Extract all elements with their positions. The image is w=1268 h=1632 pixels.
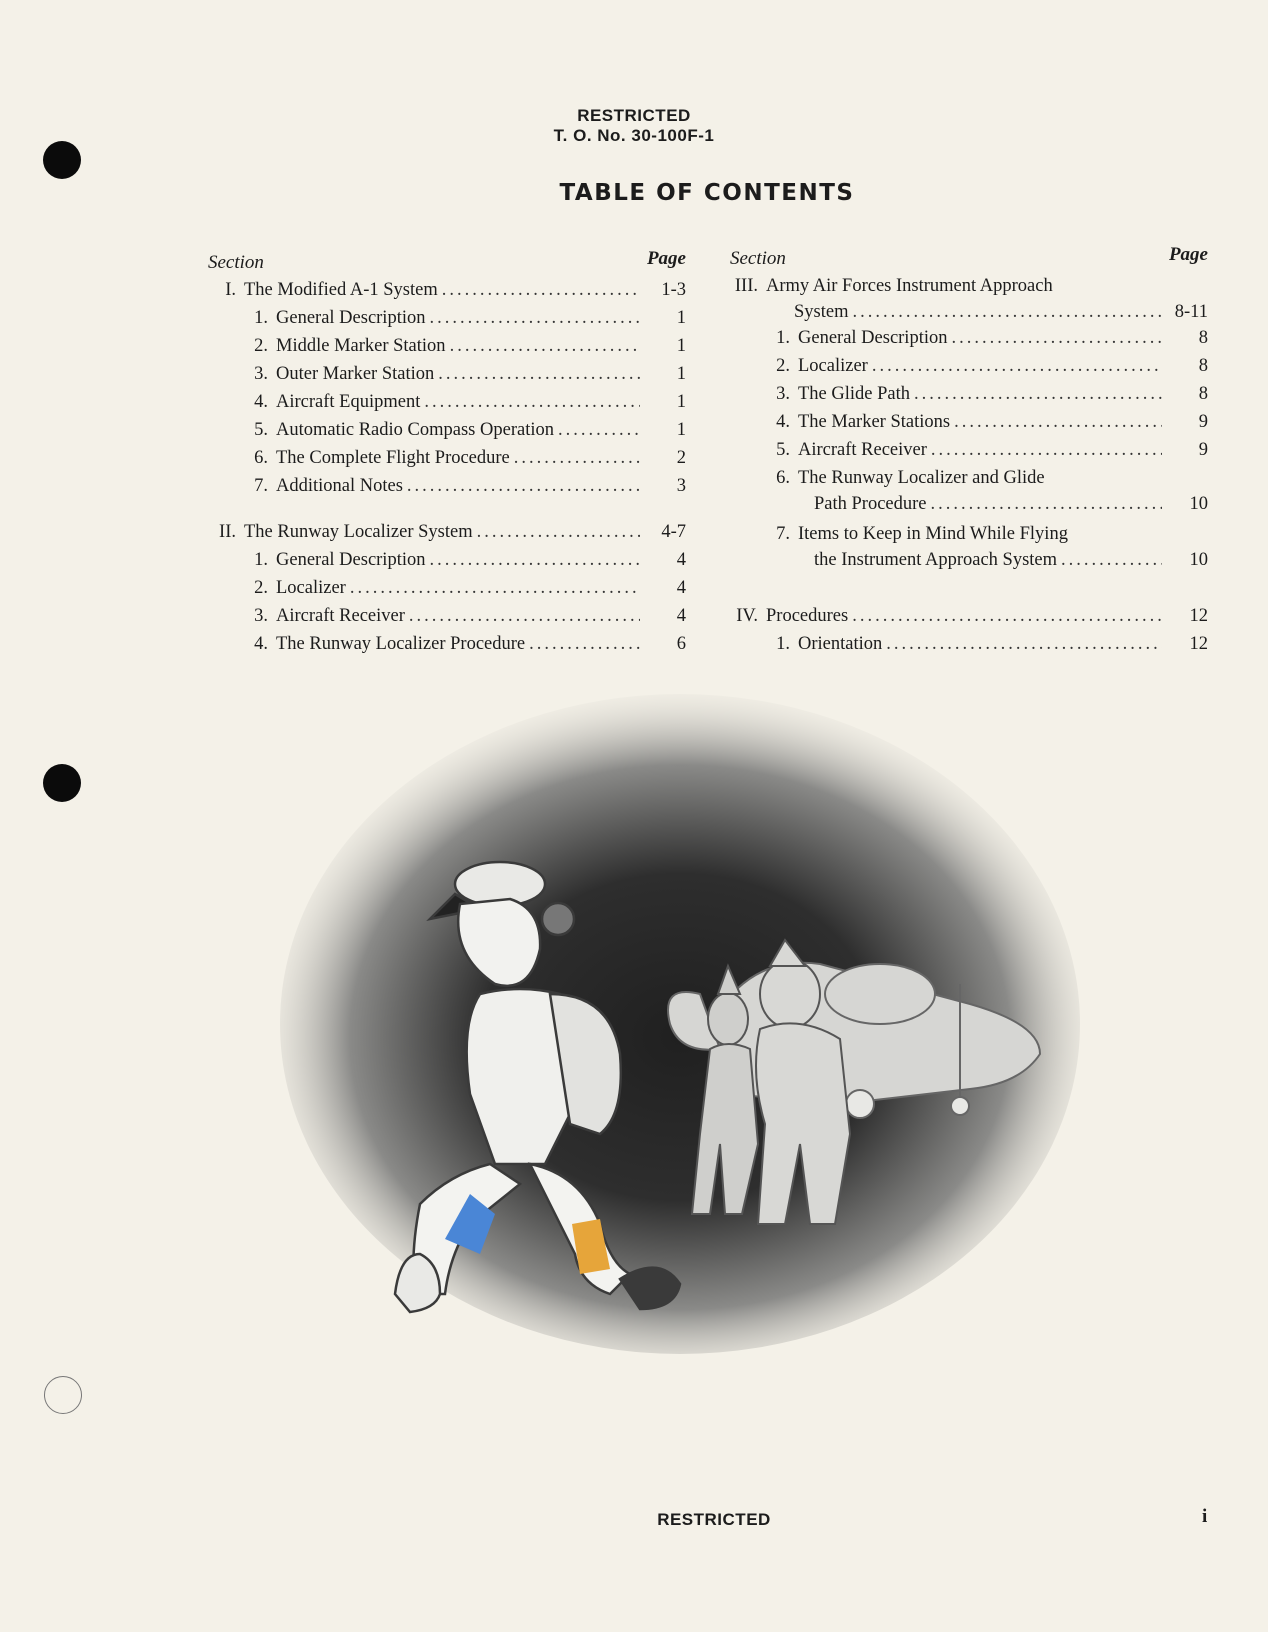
dot-leader bbox=[429, 546, 640, 574]
item-title: General Description bbox=[798, 328, 948, 348]
section-pages: 4-7 bbox=[661, 522, 686, 542]
item-page: 12 bbox=[1189, 634, 1208, 654]
dot-leader bbox=[954, 408, 1162, 436]
item-page: 10 bbox=[1189, 550, 1208, 570]
item-number: 3. bbox=[254, 606, 268, 626]
dot-leader bbox=[407, 472, 640, 500]
section-title: The Modified A-1 System bbox=[244, 280, 438, 300]
item-page: 1 bbox=[676, 420, 686, 440]
item-page: 1 bbox=[676, 392, 686, 412]
toc-item-row[interactable] bbox=[208, 546, 686, 574]
toc-section-row-continued[interactable] bbox=[730, 300, 1208, 324]
toc-section-row[interactable] bbox=[730, 602, 1208, 630]
toc-item-row[interactable] bbox=[730, 408, 1208, 436]
item-title: The Marker Stations bbox=[798, 412, 951, 432]
dot-leader bbox=[951, 324, 1162, 352]
toc-item-row-continued[interactable] bbox=[730, 492, 1208, 516]
dot-leader bbox=[529, 630, 640, 658]
punch-hole-bottom bbox=[44, 1376, 82, 1414]
item-title-continued: the Instrument Approach System bbox=[814, 550, 1058, 570]
section-title: Army Air Forces Instrument Approach bbox=[766, 276, 1053, 296]
dot-leader bbox=[931, 436, 1162, 464]
item-number: 5. bbox=[776, 440, 790, 460]
item-number: 2. bbox=[254, 578, 268, 598]
item-page: 8 bbox=[1198, 384, 1208, 404]
dot-leader bbox=[450, 332, 640, 360]
dot-leader bbox=[914, 380, 1162, 408]
section-title-continued: System bbox=[794, 302, 849, 322]
item-page: 1 bbox=[676, 308, 686, 328]
section-number: I. bbox=[225, 280, 236, 300]
item-number: 6. bbox=[776, 468, 790, 488]
dot-leader bbox=[477, 518, 640, 546]
dot-leader bbox=[1061, 548, 1162, 572]
page-title: TABLE OF CONTENTS bbox=[559, 180, 855, 206]
item-page: 8 bbox=[1198, 328, 1208, 348]
dot-leader bbox=[442, 276, 640, 304]
dot-leader bbox=[409, 602, 640, 630]
classification-header: RESTRICTED bbox=[577, 106, 691, 125]
cartoon-illustration bbox=[280, 694, 1080, 1374]
toc-item-row[interactable] bbox=[208, 444, 686, 472]
item-title: Automatic Radio Compass Operation bbox=[276, 420, 554, 440]
item-title-continued: Path Procedure bbox=[814, 494, 927, 514]
section-number: III. bbox=[734, 276, 758, 296]
dot-leader bbox=[931, 492, 1162, 516]
item-title: Orientation bbox=[798, 634, 883, 654]
section-label: Section bbox=[208, 252, 264, 273]
item-title: Outer Marker Station bbox=[276, 364, 435, 384]
item-number: 1. bbox=[254, 550, 268, 570]
classification-footer: RESTRICTED bbox=[657, 1510, 771, 1529]
item-page: 1 bbox=[676, 364, 686, 384]
dot-leader bbox=[852, 602, 1162, 630]
section-pages: 1-3 bbox=[661, 280, 686, 300]
item-title: The Runway Localizer Procedure bbox=[276, 634, 526, 654]
item-title: Aircraft Receiver bbox=[798, 440, 927, 460]
toc-item-row[interactable] bbox=[730, 630, 1208, 658]
item-title: Middle Marker Station bbox=[276, 336, 446, 356]
toc-item-row[interactable] bbox=[730, 380, 1208, 408]
item-title: Aircraft Equipment bbox=[276, 392, 421, 412]
item-page: 3 bbox=[676, 476, 686, 496]
item-title: Aircraft Receiver bbox=[276, 606, 405, 626]
item-page: 4 bbox=[676, 578, 686, 598]
item-number: 2. bbox=[254, 336, 268, 356]
item-number: 2. bbox=[776, 356, 790, 376]
dot-leader bbox=[886, 630, 1162, 658]
toc-item-row[interactable] bbox=[208, 304, 686, 332]
toc-item-row-continued[interactable] bbox=[730, 548, 1208, 572]
item-page: 6 bbox=[676, 634, 686, 654]
dot-leader bbox=[852, 300, 1162, 324]
page-number: i bbox=[1202, 1506, 1208, 1527]
section-title: Procedures bbox=[766, 606, 849, 626]
item-page: 4 bbox=[676, 606, 686, 626]
item-number: 4. bbox=[776, 412, 790, 432]
toc-item-row[interactable] bbox=[730, 520, 1208, 548]
toc-section-row[interactable] bbox=[208, 518, 686, 546]
column-header bbox=[208, 248, 686, 276]
toc-item-row[interactable] bbox=[730, 464, 1208, 492]
dot-leader bbox=[514, 444, 640, 472]
item-page: 1 bbox=[676, 336, 686, 356]
column-header bbox=[730, 244, 1208, 272]
item-number: 4. bbox=[254, 392, 268, 412]
item-number: 6. bbox=[254, 448, 268, 468]
dot-leader bbox=[429, 304, 640, 332]
item-number: 5. bbox=[254, 420, 268, 440]
dot-leader bbox=[558, 416, 640, 444]
item-number: 4. bbox=[254, 634, 268, 654]
section-number: IV. bbox=[736, 606, 758, 626]
item-page: 8 bbox=[1198, 356, 1208, 376]
toc-item-row[interactable] bbox=[208, 630, 686, 658]
toc-item-row[interactable] bbox=[208, 602, 686, 630]
page-label: Page bbox=[646, 248, 686, 269]
toc-section-row[interactable] bbox=[730, 272, 1208, 300]
toc-item-row[interactable] bbox=[730, 352, 1208, 380]
dot-leader bbox=[350, 574, 640, 602]
section-pages: 8-11 bbox=[1174, 302, 1208, 322]
item-title: Additional Notes bbox=[276, 476, 403, 496]
item-title: Localizer bbox=[276, 578, 346, 598]
item-number: 1. bbox=[776, 328, 790, 348]
section-pages: 12 bbox=[1189, 606, 1208, 626]
item-number: 3. bbox=[776, 384, 790, 404]
page-label: Page bbox=[1168, 244, 1208, 265]
item-number: 7. bbox=[254, 476, 268, 496]
toc-item-row[interactable] bbox=[208, 416, 686, 444]
item-title: Items to Keep in Mind While Flying bbox=[798, 524, 1068, 544]
section-number: II. bbox=[219, 522, 236, 542]
item-title: The Runway Localizer and Glide bbox=[798, 468, 1045, 488]
item-number: 1. bbox=[776, 634, 790, 654]
item-number: 7. bbox=[776, 524, 790, 544]
section-label: Section bbox=[730, 248, 786, 269]
item-number: 1. bbox=[254, 308, 268, 328]
item-page: 10 bbox=[1189, 494, 1208, 514]
item-title: General Description bbox=[276, 550, 426, 570]
section-title: The Runway Localizer System bbox=[244, 522, 473, 542]
toc-item-row[interactable] bbox=[208, 388, 686, 416]
toc-item-row[interactable] bbox=[208, 472, 686, 500]
item-title: The Glide Path bbox=[798, 384, 911, 404]
item-number: 3. bbox=[254, 364, 268, 384]
item-page: 9 bbox=[1198, 440, 1208, 460]
punch-hole-top bbox=[43, 141, 81, 179]
technical-order-number: T. O. No. 30-100F-1 bbox=[553, 126, 715, 145]
item-page: 9 bbox=[1198, 412, 1208, 432]
item-title: The Complete Flight Procedure bbox=[276, 448, 510, 468]
toc-item-row[interactable] bbox=[208, 574, 686, 602]
item-page: 2 bbox=[676, 448, 686, 468]
item-page: 4 bbox=[676, 550, 686, 570]
dot-leader bbox=[872, 352, 1162, 380]
toc-item-row[interactable] bbox=[208, 332, 686, 360]
toc-item-row[interactable] bbox=[730, 436, 1208, 464]
dot-leader bbox=[438, 360, 640, 388]
toc-column-left bbox=[208, 248, 686, 658]
toc-section-row[interactable] bbox=[208, 276, 686, 304]
punch-hole-middle bbox=[43, 764, 81, 802]
dot-leader bbox=[424, 388, 640, 416]
item-title: General Description bbox=[276, 308, 426, 328]
toc-column-right bbox=[730, 244, 1208, 658]
toc-item-row[interactable] bbox=[730, 324, 1208, 352]
toc-item-row[interactable] bbox=[208, 360, 686, 388]
item-title: Localizer bbox=[798, 356, 868, 376]
